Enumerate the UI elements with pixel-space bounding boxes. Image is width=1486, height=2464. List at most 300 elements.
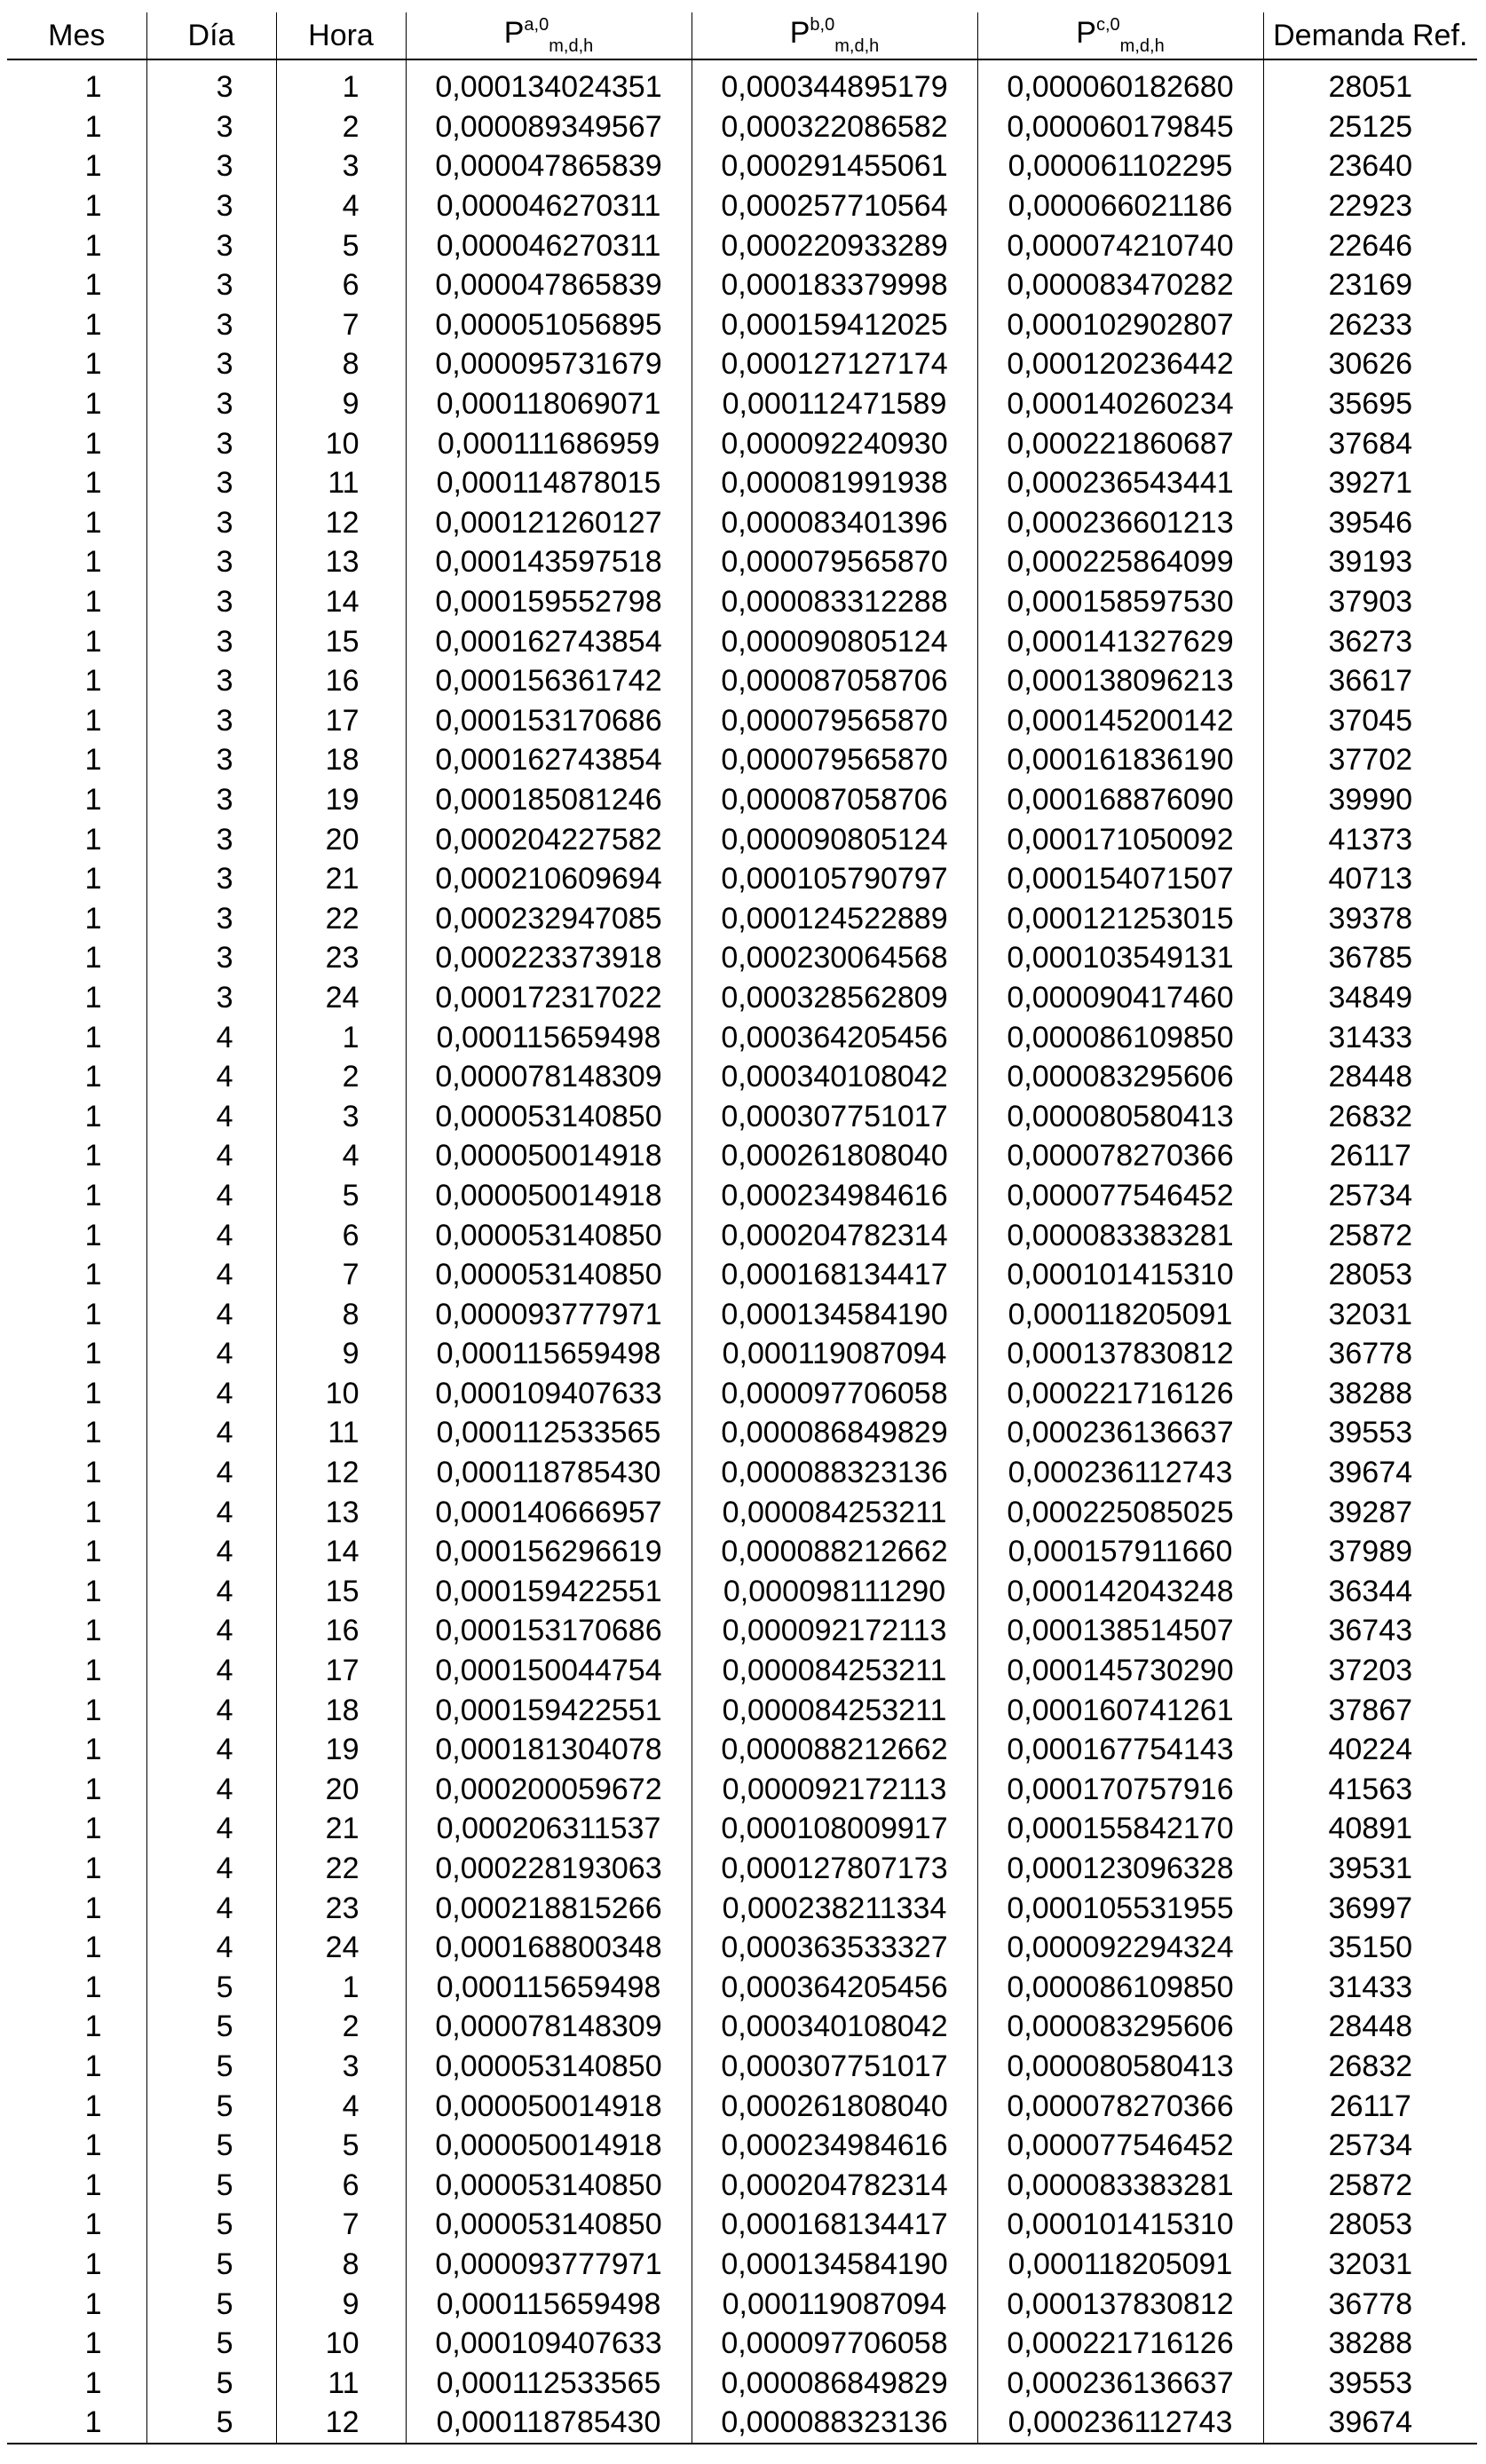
cell-hora: 9 [276,384,406,424]
cell-dia: 4 [146,1057,276,1097]
cell-mes: 1 [84,426,102,461]
cell-pa: 0,000181304078 [406,1730,692,1770]
cell-hora: 1 [276,1017,406,1057]
cell-pa: 0,000050014918 [406,1136,692,1176]
cell-mes: 1 [84,1456,102,1490]
cell-pb: 0,000087058706 [692,780,977,820]
cell-dia: 5 [146,2324,276,2364]
cell-pb: 0,000364205456 [692,1017,977,1057]
cell-dia: 3 [146,661,276,701]
cell-pb: 0,000119087094 [692,2284,977,2324]
cell-pb: 0,000090805124 [692,819,977,859]
cell-pa: 0,000053140850 [406,1096,692,1136]
cell-mes: 1 [84,1416,102,1450]
cell-pc: 0,000083383281 [977,1215,1263,1255]
cell-demanda: 39271 [1263,463,1477,503]
header-pa [406,12,692,59]
cell-demanda: 36344 [1263,1572,1477,1612]
cell-demanda: 39193 [1263,542,1477,582]
cell-demanda: 37684 [1263,423,1477,463]
cell-hora: 6 [276,265,406,305]
cell-pa: 0,000150044754 [406,1651,692,1691]
cell-dia: 5 [146,2165,276,2205]
cell-mes: 1 [84,1337,102,1371]
cell-dia: 3 [146,740,276,780]
cell-mes: 1 [84,664,102,699]
cell-mes: 1 [84,1891,102,1925]
cell-pa: 0,000115659498 [406,1968,692,2008]
table-row [7,463,1477,503]
cell-pa: 0,000078148309 [406,2007,692,2047]
cell-dia: 3 [146,107,276,147]
header-pc-base: P [1076,16,1096,51]
table-row [7,780,1477,820]
cell-mes: 1 [84,1654,102,1688]
table-row [7,186,1477,226]
table-row [7,1255,1477,1295]
cell-pb: 0,000097706058 [692,2324,977,2364]
cell-pc: 0,000236136637 [977,2363,1263,2403]
cell-dia: 3 [146,146,276,186]
cell-hora: 21 [276,1809,406,1849]
cell-mes: 1 [84,1970,102,2004]
cell-mes: 1 [84,2089,102,2123]
cell-pc: 0,000160741261 [977,1690,1263,1730]
cell-pc: 0,000141327629 [977,621,1263,661]
cell-pb: 0,000168134417 [692,1255,977,1295]
cell-pa: 0,000115659498 [406,1017,692,1057]
cell-pc: 0,000074210740 [977,225,1263,265]
cell-pa: 0,000053140850 [406,2205,692,2245]
cell-mes: 1 [84,1614,102,1648]
cell-dia: 3 [146,503,276,543]
cell-pb: 0,000230064568 [692,938,977,978]
cell-mes: 1 [84,1218,102,1252]
cell-pa: 0,000089349567 [406,107,692,147]
cell-demanda: 36785 [1263,938,1477,978]
cell-pb: 0,000088323136 [692,1453,977,1493]
cell-demanda: 39553 [1263,2363,1477,2403]
cell-hora: 4 [276,2086,406,2126]
cell-hora: 7 [276,305,406,345]
cell-demanda: 30626 [1263,344,1477,384]
cell-pb: 0,000204782314 [692,2165,977,2205]
cell-hora: 24 [276,978,406,1018]
cell-hora: 1 [276,59,406,107]
cell-pa: 0,000050014918 [406,1176,692,1216]
table-row [7,265,1477,305]
cell-pc: 0,000101415310 [977,1255,1263,1295]
cell-demanda: 25872 [1263,1215,1477,1255]
cell-pc: 0,000077546452 [977,1176,1263,1216]
header-pb [692,12,977,59]
cell-dia: 3 [146,938,276,978]
cell-mes: 1 [84,901,102,936]
cell-demanda: 39674 [1263,2403,1477,2444]
table-row [7,1017,1477,1057]
cell-pa: 0,000228193063 [406,1849,692,1889]
cell-pc: 0,000118205091 [977,2245,1263,2285]
cell-pb: 0,000092172113 [692,1770,977,1810]
cell-pb: 0,000083401396 [692,503,977,543]
cell-pc: 0,000080580413 [977,1096,1263,1136]
cell-hora: 8 [276,2245,406,2285]
cell-pa: 0,000115659498 [406,1334,692,1374]
table-row [7,305,1477,345]
cell-dia: 3 [146,225,276,265]
cell-pb: 0,000079565870 [692,542,977,582]
table-row [7,859,1477,899]
cell-dia: 4 [146,1809,276,1849]
cell-pc: 0,000221860687 [977,423,1263,463]
table-row [7,978,1477,1018]
cell-mes: 1 [84,1258,102,1292]
table-row [7,621,1477,661]
table-row [7,1888,1477,1928]
cell-dia: 3 [146,423,276,463]
table-row [7,1532,1477,1572]
cell-pc: 0,000086109850 [977,1017,1263,1057]
table-row [7,1690,1477,1730]
cell-mes: 1 [84,585,102,620]
cell-mes: 1 [84,1574,102,1608]
cell-mes: 1 [84,2207,102,2242]
header-demanda: Demanda Ref. [1263,12,1477,59]
cell-dia: 4 [146,1611,276,1651]
table-row [7,146,1477,186]
table-row [7,1215,1477,1255]
cell-hora: 22 [276,1849,406,1889]
cell-demanda: 38288 [1263,1374,1477,1414]
cell-mes: 1 [84,228,102,263]
cell-demanda: 41373 [1263,819,1477,859]
table-row [7,2047,1477,2087]
cell-demanda: 26117 [1263,2086,1477,2126]
table-row [7,661,1477,701]
cell-pc: 0,000061102295 [977,146,1263,186]
cell-pa: 0,000159422551 [406,1690,692,1730]
cell-demanda: 36743 [1263,1611,1477,1651]
cell-demanda: 39546 [1263,503,1477,543]
cell-pb: 0,000134584190 [692,2245,977,2285]
cell-hora: 11 [276,463,406,503]
table-row [7,2324,1477,2364]
cell-pb: 0,000257710564 [692,186,977,226]
table-row [7,2284,1477,2324]
cell-dia: 4 [146,1651,276,1691]
cell-demanda: 28448 [1263,1057,1477,1097]
cell-pb: 0,000340108042 [692,2007,977,2047]
cell-demanda: 35695 [1263,384,1477,424]
header-dia: Día [146,12,276,59]
cell-pc: 0,000078270366 [977,1136,1263,1176]
cell-demanda: 23169 [1263,265,1477,305]
cell-pa: 0,000053140850 [406,1255,692,1295]
cell-pa: 0,000143597518 [406,542,692,582]
cell-pc: 0,000090417460 [977,978,1263,1018]
table-row [7,344,1477,384]
table-row [7,938,1477,978]
cell-pb: 0,000322086582 [692,107,977,147]
cell-pb: 0,000134584190 [692,1294,977,1334]
cell-pb: 0,000168134417 [692,2205,977,2245]
cell-mes: 1 [84,1376,102,1410]
cell-demanda: 23640 [1263,146,1477,186]
cell-pb: 0,000097706058 [692,1374,977,1414]
cell-pb: 0,000328562809 [692,978,977,1018]
cell-hora: 9 [276,2284,406,2324]
cell-pb: 0,000261808040 [692,2086,977,2126]
cell-pb: 0,000084253211 [692,1492,977,1532]
cell-pc: 0,000236112743 [977,2403,1263,2444]
cell-dia: 4 [146,1255,276,1295]
table-row [7,1136,1477,1176]
cell-dia: 4 [146,1136,276,1176]
cell-hora: 20 [276,819,406,859]
cell-demanda: 37903 [1263,582,1477,622]
cell-pb: 0,000090805124 [692,621,977,661]
cell-demanda: 28053 [1263,1255,1477,1295]
table-row [7,1809,1477,1849]
cell-pb: 0,000084253211 [692,1651,977,1691]
cell-mes: 1 [84,624,102,659]
cell-pc: 0,000103549131 [977,938,1263,978]
cell-demanda: 37203 [1263,1651,1477,1691]
cell-mes: 1 [84,1060,102,1094]
cell-pb: 0,000127807173 [692,1849,977,1889]
cell-mes: 1 [84,862,102,896]
cell-dia: 3 [146,780,276,820]
cell-mes: 1 [84,268,102,303]
cell-dia: 4 [146,1374,276,1414]
cell-hora: 8 [276,1294,406,1334]
cell-pc: 0,000080580413 [977,2047,1263,2087]
cell-pc: 0,000158597530 [977,582,1263,622]
cell-demanda: 34849 [1263,978,1477,1018]
cell-pc: 0,000137830812 [977,2284,1263,2324]
table-row [7,1770,1477,1810]
table-row [7,2363,1477,2403]
cell-hora: 2 [276,2007,406,2047]
cell-pa: 0,000134024351 [406,59,692,107]
cell-hora: 18 [276,1690,406,1730]
cell-demanda: 40224 [1263,1730,1477,1770]
cell-hora: 15 [276,1572,406,1612]
cell-demanda: 36778 [1263,2284,1477,2324]
cell-pa: 0,000159422551 [406,1572,692,1612]
cell-demanda: 36997 [1263,1888,1477,1928]
cell-pa: 0,000218815266 [406,1888,692,1928]
cell-pc: 0,000167754143 [977,1730,1263,1770]
table-row [7,701,1477,741]
cell-mes: 1 [84,1772,102,1806]
cell-dia: 4 [146,1492,276,1532]
cell-hora: 17 [276,1651,406,1691]
cell-demanda: 36273 [1263,621,1477,661]
cell-demanda: 37045 [1263,701,1477,741]
cell-hora: 3 [276,146,406,186]
table-row [7,1176,1477,1216]
cell-pa: 0,000206311537 [406,1809,692,1849]
cell-pc: 0,000101415310 [977,2205,1263,2245]
cell-pb: 0,000079565870 [692,701,977,741]
cell-hora: 10 [276,2324,406,2364]
cell-pa: 0,000050014918 [406,2086,692,2126]
cell-mes: 1 [84,703,102,738]
cell-hora: 12 [276,2403,406,2444]
cell-pc: 0,000236136637 [977,1413,1263,1453]
table-row [7,2007,1477,2047]
cell-mes: 1 [84,1297,102,1331]
table-row [7,1294,1477,1334]
header-pc [977,12,1263,59]
cell-pa: 0,000204227582 [406,819,692,859]
cell-dia: 5 [146,2126,276,2166]
cell-mes: 1 [84,189,102,224]
cell-mes: 1 [84,1495,102,1529]
cell-demanda: 39531 [1263,1849,1477,1889]
cell-pc: 0,000060179845 [977,107,1263,147]
cell-dia: 4 [146,1413,276,1453]
cell-pc: 0,000138514507 [977,1611,1263,1651]
cell-mes: 1 [84,149,102,184]
table-row [7,1849,1477,1889]
cell-dia: 4 [146,1532,276,1572]
cell-pa: 0,000162743854 [406,621,692,661]
cell-dia: 4 [146,1176,276,1216]
cell-pa: 0,000047865839 [406,146,692,186]
cell-pa: 0,000053140850 [406,2165,692,2205]
cell-pb: 0,000340108042 [692,1057,977,1097]
header-pa-sub: m,d,h [549,36,594,56]
cell-demanda: 37989 [1263,1532,1477,1572]
cell-pa: 0,000053140850 [406,1215,692,1255]
cell-hora: 11 [276,2363,406,2403]
cell-hora: 13 [276,542,406,582]
cell-pa: 0,000168800348 [406,1928,692,1968]
cell-hora: 2 [276,1057,406,1097]
cell-dia: 5 [146,2007,276,2047]
cell-pc: 0,000121253015 [977,898,1263,938]
table-row [7,503,1477,543]
cell-pc: 0,000225864099 [977,542,1263,582]
cell-pa: 0,000095731679 [406,344,692,384]
cell-mes: 1 [84,980,102,1015]
cell-mes: 1 [84,1535,102,1569]
cell-demanda: 36778 [1263,1334,1477,1374]
cell-mes: 1 [84,1931,102,1965]
cell-demanda: 25734 [1263,2126,1477,2166]
table-row [7,1057,1477,1097]
table-row [7,1492,1477,1532]
cell-hora: 16 [276,1611,406,1651]
cell-dia: 3 [146,463,276,503]
cell-hora: 6 [276,1215,406,1255]
cell-hora: 14 [276,1532,406,1572]
cell-dia: 4 [146,1294,276,1334]
cell-pc: 0,000083295606 [977,1057,1263,1097]
header-pb-sup: b,0 [810,14,835,35]
table-row [7,582,1477,622]
cell-dia: 3 [146,819,276,859]
cell-hora: 16 [276,661,406,701]
cell-pc: 0,000142043248 [977,1572,1263,1612]
cell-pc: 0,000145730290 [977,1651,1263,1691]
cell-pc: 0,000145200142 [977,701,1263,741]
cell-pb: 0,000098111290 [692,1572,977,1612]
cell-dia: 3 [146,265,276,305]
cell-dia: 3 [146,344,276,384]
cell-hora: 9 [276,1334,406,1374]
cell-hora: 10 [276,1374,406,1414]
cell-hora: 10 [276,423,406,463]
header-pb-sub: m,d,h [834,36,880,56]
cell-pb: 0,000105790797 [692,859,977,899]
cell-demanda: 22923 [1263,186,1477,226]
cell-pc: 0,000236601213 [977,503,1263,543]
cell-hora: 12 [276,1453,406,1493]
cell-pa: 0,000156361742 [406,661,692,701]
cell-mes: 1 [84,505,102,540]
cell-pb: 0,000261808040 [692,1136,977,1176]
cell-hora: 21 [276,859,406,899]
cell-demanda: 39287 [1263,1492,1477,1532]
cell-pb: 0,000092240930 [692,423,977,463]
cell-pc: 0,000078270366 [977,2086,1263,2126]
cell-demanda: 39378 [1263,898,1477,938]
cell-pc: 0,000123096328 [977,1849,1263,1889]
cell-hora: 14 [276,582,406,622]
table-row [7,819,1477,859]
cell-pb: 0,000183379998 [692,265,977,305]
table-row [7,225,1477,265]
cell-pa: 0,000109407633 [406,2324,692,2364]
cell-mes: 1 [84,307,102,342]
cell-pb: 0,000083312288 [692,582,977,622]
cell-pa: 0,000109407633 [406,1374,692,1414]
cell-pa: 0,000121260127 [406,503,692,543]
cell-demanda: 39553 [1263,1413,1477,1453]
cell-demanda: 32031 [1263,1294,1477,1334]
cell-mes: 1 [84,1812,102,1846]
cell-pc: 0,000154071507 [977,859,1263,899]
cell-hora: 3 [276,2047,406,2087]
cell-pc: 0,000077546452 [977,2126,1263,2166]
cell-hora: 4 [276,186,406,226]
cell-dia: 4 [146,1215,276,1255]
cell-pc: 0,000171050092 [977,819,1263,859]
table-row [7,1096,1477,1136]
cell-demanda: 26832 [1263,2047,1477,2087]
cell-pa: 0,000093777971 [406,1294,692,1334]
cell-pc: 0,000236543441 [977,463,1263,503]
cell-pb: 0,000088323136 [692,2403,977,2444]
cell-demanda: 25734 [1263,1176,1477,1216]
cell-pb: 0,000124522889 [692,898,977,938]
cell-dia: 3 [146,384,276,424]
table-row [7,898,1477,938]
cell-mes: 1 [84,822,102,857]
cell-mes: 1 [7,2403,146,2444]
cell-pa: 0,000200059672 [406,1770,692,1810]
cell-pc: 0,000092294324 [977,1928,1263,1968]
cell-dia: 3 [146,186,276,226]
cell-hora: 15 [276,621,406,661]
table-row [7,2205,1477,2245]
cell-pb: 0,000108009917 [692,1809,977,1849]
cell-dia: 5 [146,2284,276,2324]
cell-hora: 5 [276,1176,406,1216]
